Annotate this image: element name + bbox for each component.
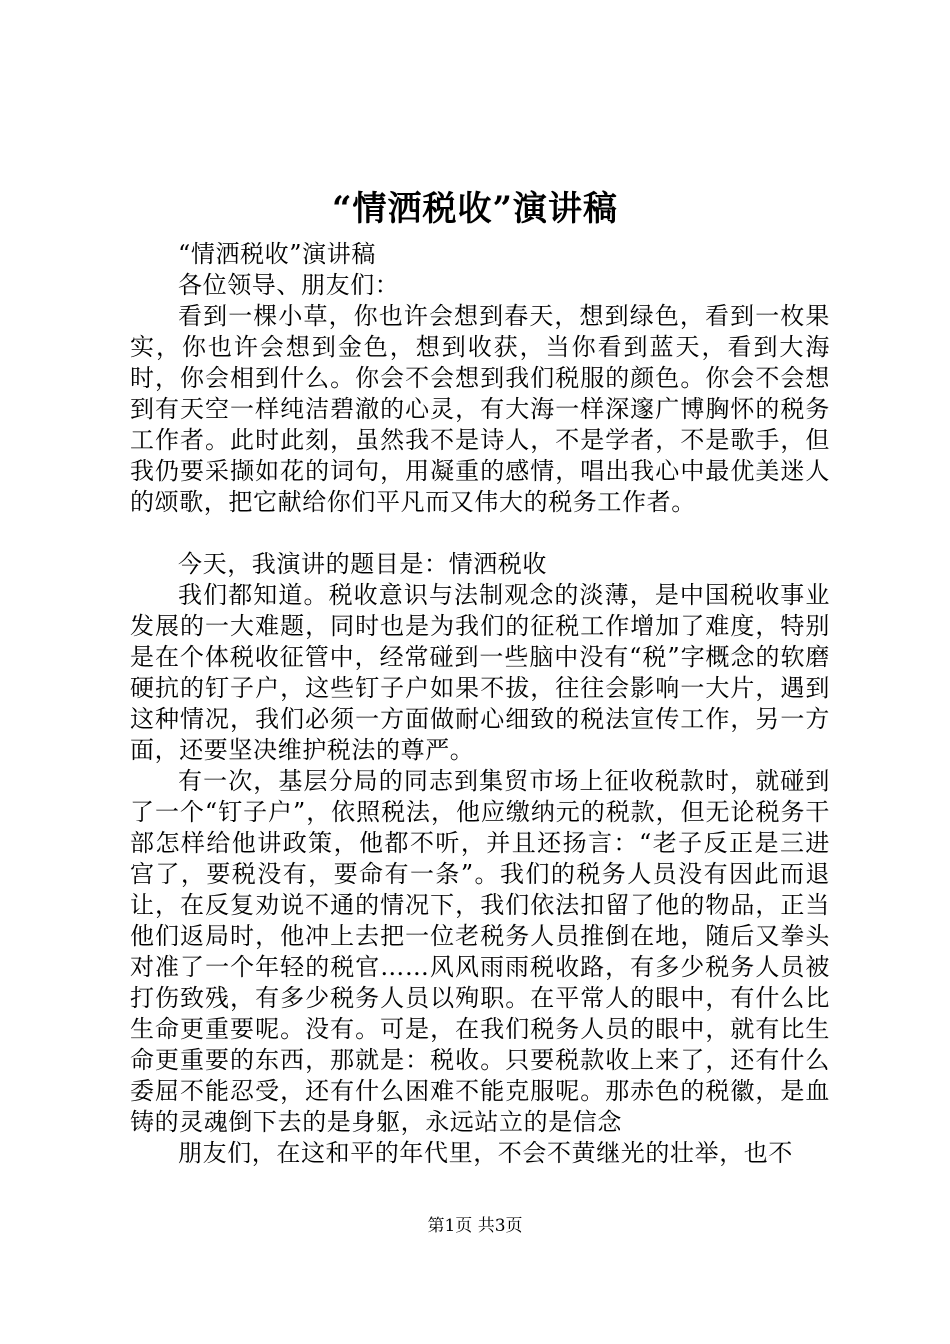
paragraph-gap bbox=[130, 518, 830, 549]
paragraph-topic: 今天，我演讲的题目是：情洒税收 bbox=[178, 550, 547, 578]
paragraph-tax-awareness: 我们都知道。税收意识与法制观念的淡薄，是中国税收事业发展的一大难题，同时也是为我们的征税工作增加了难度，特别是在个体税收征管中，经常碰到一些脑中没有“税”字概念的软磨硬抗的钉子户，这些钉子户如果不拔，往往会影响一大片，遇到这种情况，我们必须一方面做耐心细致的税法宣传工作，另一方面，还要坚决维护税法的尊严。 bbox=[130, 581, 830, 764]
paragraph-friends: 朋友们，在这和平的年代里，不会不黄继光的壮举，也不 bbox=[178, 1139, 793, 1167]
paragraph-opening: 看到一棵小草，你也许会想到春天，想到绿色，看到一枚果实，你也许会想到金色，想到收获，当你看到蓝天，看到大海时，你会相到什么。你会不会想到我们税服的颜色。你会不会想到有天空一样纯洁碧澈的心灵，有大海一样深邃广博胸怀的税务工作者。此时此刻，虽然我不是诗人，不是学者，不是歌手，但我仍要采撷如花的词句，用凝重的感情，唱出我心中最优美迷人的颂歌，把它献给你们平凡而又伟大的税务工作者。 bbox=[130, 302, 830, 516]
document-body bbox=[130, 239, 830, 1169]
document-title: “情洒税收”演讲稿 bbox=[331, 189, 619, 229]
paragraph-salutation: 各位领导、朋友们： bbox=[178, 271, 400, 299]
page-number: 第1页 共3页 bbox=[427, 1216, 523, 1236]
paragraph-story: 有一次，基层分局的同志到集贸市场上征收税款时，就碰到了一个“钉子户”，依照税法，他应缴纳元的税款，但无论税务干部怎样给他讲政策，他都不听，并且还扬言：“老子反正是三进宫了，要税没有，要命有一条”。我们的税务人员没有因此而退让，在反复劝说不通的情况下，我们依法扣留了他的物品，正当他们返局时，他冲上去把一位老税务人员推倒在地，随后又拳头对准了一个年轻的税官……风风雨雨税收路，有多少税务人员被打伤致残，有多少税务人员以殉职。在平常人的眼中，有什么比生命更重要呢。没有。可是，在我们税务人员的眼中，就有比生命更重要的东西，那就是：税收。只要税款收上来了，还有什么委屈不能忍受，还有什么困难不能克服呢。那赤色的税徽，是血铸的灵魂倒下去的是身躯，永远站立的是信念 bbox=[130, 767, 830, 1136]
paragraph-heading: “情洒税收”演讲稿 bbox=[178, 240, 376, 268]
